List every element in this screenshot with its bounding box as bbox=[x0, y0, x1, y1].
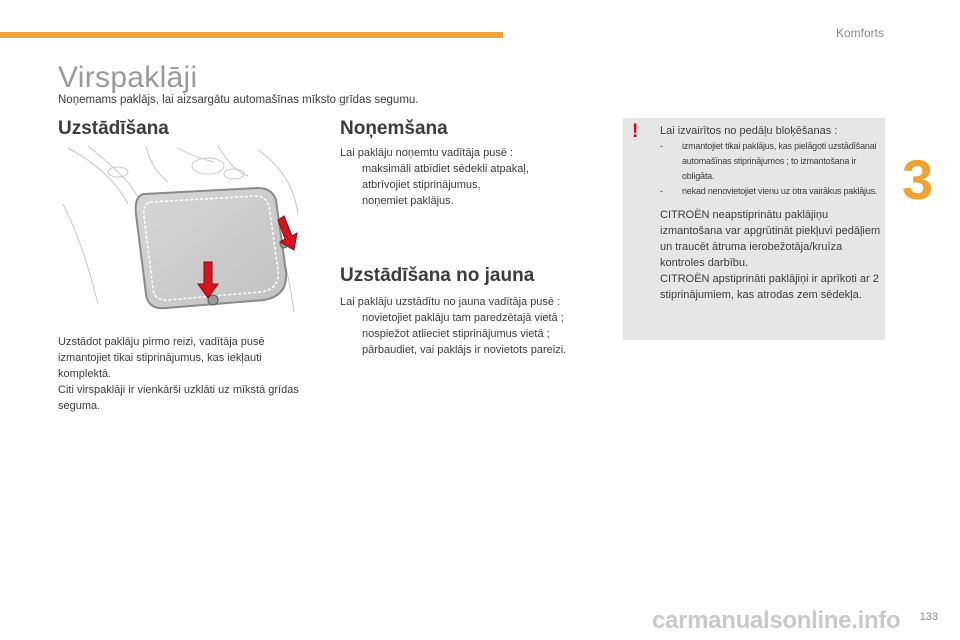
heading-reinstall: Uzstādīšana no jauna bbox=[340, 265, 535, 286]
reinstall-instructions bbox=[340, 294, 615, 358]
warning-paragraph: CITROËN neapstiprinātu paklājiņu izmantošana var apgrūtināt piekļuvi pedāļiem un traucēt ātruma ierobežotāja/kruīza kontroles darbību. bbox=[660, 209, 881, 269]
warning-intro: Lai izvairītos no pedāļu bloķēšanas : bbox=[660, 125, 838, 137]
page-number: 133 bbox=[919, 611, 938, 623]
list-item: nospiežot atlieciet stiprinājumus vietā ; bbox=[362, 328, 550, 340]
install-text-1: Uzstādot paklāju pirmo reizi, vadītāja pusē izmantojiet tikai stiprinājumus, kas iekļauti komplektā. bbox=[58, 336, 265, 380]
remove-steps bbox=[340, 161, 610, 209]
reinstall-intro: Lai paklāju uzstādītu no jauna vadītāja pusē : bbox=[340, 296, 561, 308]
warning-content bbox=[660, 124, 882, 303]
chapter-number: 3 bbox=[902, 148, 934, 211]
remove-instructions bbox=[340, 145, 610, 209]
warning-item: - izmantojiet tikai paklājus, kas pielāgoti uzstādīšanai automašīnas stiprinājumos ; to izmantošana ir obligāta. bbox=[660, 141, 877, 181]
reinstall-steps bbox=[340, 310, 615, 358]
install-description bbox=[58, 334, 308, 414]
list-item: maksimāli atbīdiet sēdekli atpakaļ, bbox=[362, 163, 529, 175]
top-accent-bar bbox=[0, 32, 503, 38]
page-subtitle: Noņemams paklājs, lai aizsargātu automašīnas mīksto grīdas segumu. bbox=[58, 94, 419, 106]
install-text-2: Citi virspaklāji ir vienkārši uzklāti uz mīkstā grīdas seguma. bbox=[58, 384, 299, 412]
remove-intro: Lai paklāju noņemtu vadītāja pusē : bbox=[340, 147, 514, 159]
list-item: pārbaudiet, vai paklājs ir novietots pareizi. bbox=[362, 344, 567, 356]
heading-remove: Noņemšana bbox=[340, 118, 448, 139]
floor-mat-illustration bbox=[58, 144, 302, 316]
list-item: novietojiet paklāju tam paredzētajā vietā ; bbox=[362, 312, 564, 324]
heading-install: Uzstādīšana bbox=[58, 118, 169, 139]
warning-item: - nekad nenovietojiet vienu uz otra vairākus paklājus. bbox=[660, 186, 878, 196]
section-label: Komforts bbox=[835, 26, 884, 40]
list-item: atbrīvojiet stiprinājumus, bbox=[362, 179, 481, 191]
watermark: carmanualsonline.info bbox=[652, 607, 901, 634]
list-item: noņemiet paklājus. bbox=[362, 195, 454, 207]
page-title: Virspaklāji bbox=[58, 61, 198, 94]
warning-paragraph: CITROËN apstiprināti paklājiņi ir aprīkoti ar 2 stiprinājumiem, kas atrodas zem sēdekļa. bbox=[660, 273, 879, 301]
warning-icon: ! bbox=[632, 121, 639, 142]
